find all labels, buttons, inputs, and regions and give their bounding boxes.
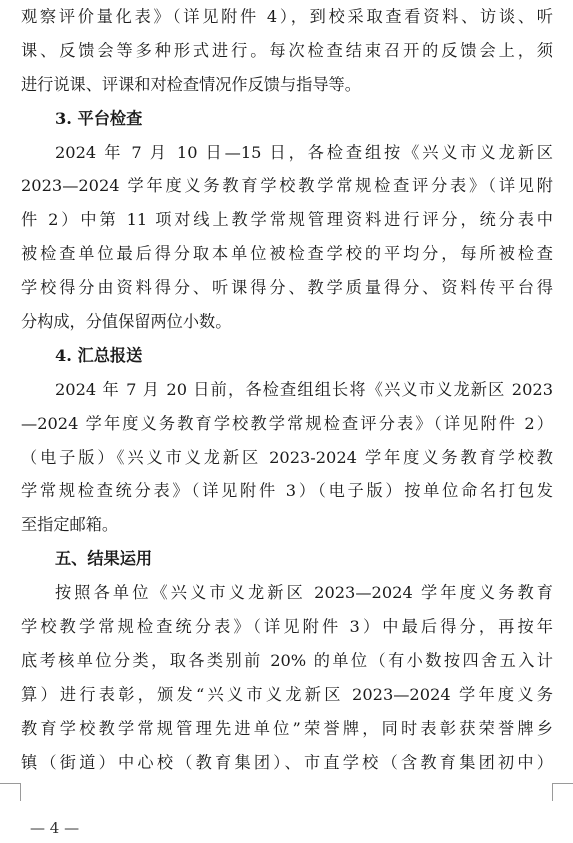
- text-line: 算）进行表彰，颁发“兴义市义龙新区 2023—2024 学年度义务: [21, 684, 553, 704]
- text-line: 观察评价量化表》（详见附件 4），到校采取查看资料、访谈、听: [21, 7, 553, 26]
- text-line: 2024 年 7 月 20 日前，各检查组组长将《兴义市义龙新区 2023: [55, 379, 553, 399]
- text-line: 至指定邮箱。: [21, 515, 119, 535]
- text-line: 2023—2024 学年度义务教育学校教学常规检查评分表》（详见附: [21, 176, 553, 196]
- text-line: 学常规检查统分表》（详见附件 3）（电子版）按单位命名打包发: [21, 481, 553, 501]
- text-line: 分构成，分值保留两位小数。: [21, 312, 232, 332]
- text-line: 2024 年 7 月 10 日—15 日，各检查组按《兴义市义龙新区: [55, 142, 553, 162]
- section-heading-platform-check: 3. 平台检查: [55, 108, 143, 128]
- crop-mark: [552, 783, 573, 784]
- text-line: 进行说课、评课和对检查情况作反馈与指导等。: [21, 74, 361, 94]
- crop-mark: [552, 783, 553, 801]
- text-line: 课、反馈会等多种形式进行。每次检查结束召开的反馈会上，须: [21, 40, 553, 60]
- section-heading-results-use: 五、结果运用: [55, 549, 153, 569]
- text-line: 被检查单位最后得分取本单位被检查学校的平均分，每所被检查: [21, 244, 553, 264]
- text-line: （电子版）《兴义市义龙新区 2023-2024 学年度义务教育学校教: [21, 447, 553, 467]
- text-line: —2024 学年度义务教育学校教学常规检查评分表》（详见附件 2）: [21, 413, 553, 433]
- crop-mark: [0, 783, 20, 784]
- crop-mark: [20, 783, 21, 801]
- text-line: 学校教学常规检查统分表》（详见附件 3）中最后得分，再按年: [21, 617, 553, 637]
- text-line: 镇（街道）中心校（教育集团）、市直学校（含教育集团初中）: [21, 752, 553, 772]
- text-line: 教育学校教学常规管理先进单位”荣誉牌，同时表彰获荣誉牌乡: [21, 718, 553, 738]
- page-number: — 4 —: [30, 819, 80, 837]
- body-text: [21, 0, 553, 779]
- section-heading-summary-report: 4. 汇总报送: [55, 345, 143, 365]
- text-line: 按照各单位《兴义市义龙新区 2023—2024 学年度义务教育: [55, 583, 553, 603]
- text-line: 底考核单位分类，取各类别前 20% 的单位（有小数按四舍五入计: [21, 650, 553, 670]
- text-line: 学校得分由资料得分、听课得分、教学质量得分、资料传平台得: [21, 278, 553, 298]
- text-line: 件 2）中第 11 项对线上教学常规管理资料进行评分，统分表中: [21, 210, 553, 230]
